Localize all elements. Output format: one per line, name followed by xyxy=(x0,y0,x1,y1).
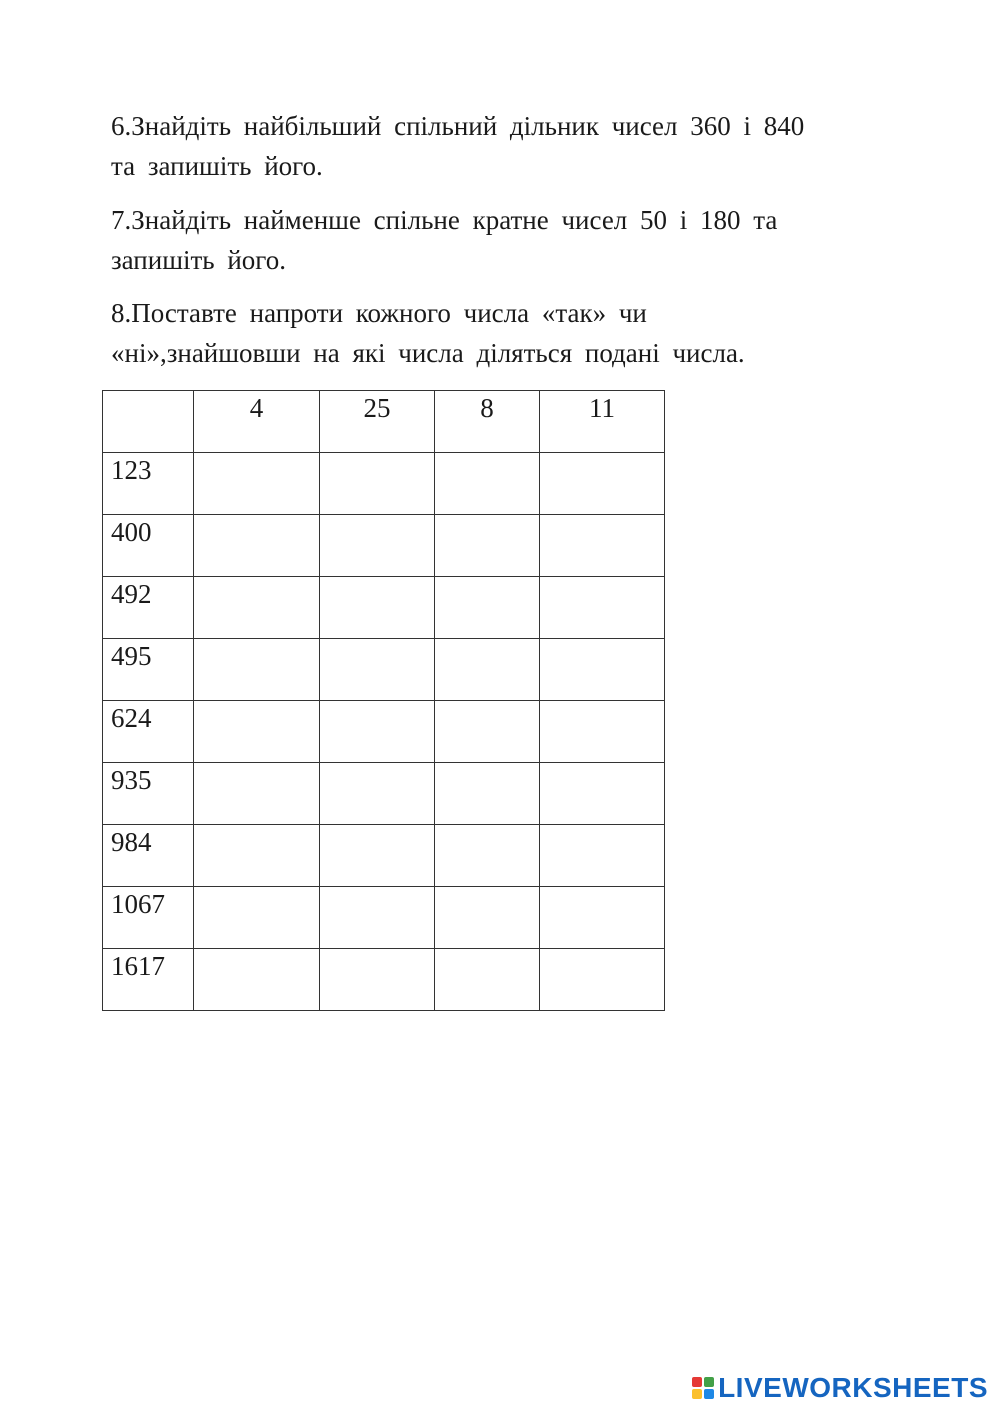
answer-cell[interactable] xyxy=(194,825,320,887)
logo-square-yellow xyxy=(692,1389,702,1399)
table-row xyxy=(103,763,665,825)
answer-cell[interactable] xyxy=(194,515,320,577)
answer-cell[interactable] xyxy=(540,639,665,701)
task-7-line-1: 7.Знайдіть найменше спільне кратне чисел 50 і 180 та xyxy=(111,205,778,235)
answer-cell[interactable] xyxy=(435,515,540,577)
row-label: 984 xyxy=(103,825,194,887)
table-row xyxy=(103,577,665,639)
logo-square-blue xyxy=(704,1389,714,1399)
row-label: 1617 xyxy=(103,949,194,1011)
table-row xyxy=(103,949,665,1011)
task-7 xyxy=(111,200,777,280)
answer-cell[interactable] xyxy=(320,515,435,577)
row-label: 492 xyxy=(103,577,194,639)
answer-cell[interactable] xyxy=(540,577,665,639)
header-row xyxy=(103,391,665,453)
answer-cell[interactable] xyxy=(435,639,540,701)
answer-cell[interactable] xyxy=(435,763,540,825)
header-divisor-25: 25 xyxy=(320,391,435,453)
task-6 xyxy=(111,106,804,186)
task-8 xyxy=(111,293,745,373)
answer-cell[interactable] xyxy=(320,949,435,1011)
task-7-line-2: запишіть його. xyxy=(111,245,286,275)
answer-cell[interactable] xyxy=(540,887,665,949)
brand-name: LIVEWORKSHEETS xyxy=(718,1372,988,1403)
logo-square-red xyxy=(692,1377,702,1387)
answer-cell[interactable] xyxy=(194,577,320,639)
row-label: 495 xyxy=(103,639,194,701)
answer-cell[interactable] xyxy=(320,887,435,949)
answer-cell[interactable] xyxy=(320,453,435,515)
answer-cell[interactable] xyxy=(540,453,665,515)
answer-cell[interactable] xyxy=(194,949,320,1011)
answer-cell[interactable] xyxy=(320,701,435,763)
logo-square-green xyxy=(704,1377,714,1387)
header-divisor-11: 11 xyxy=(540,391,665,453)
row-label: 1067 xyxy=(103,887,194,949)
task-8-line-1: 8.Поставте напроти кожного числа «так» чи xyxy=(111,298,647,328)
answer-cell[interactable] xyxy=(320,639,435,701)
row-label: 123 xyxy=(103,453,194,515)
answer-cell[interactable] xyxy=(435,887,540,949)
liveworksheets-logo-icon xyxy=(692,1377,714,1399)
answer-cell[interactable] xyxy=(435,453,540,515)
task-6-line-1: 6.Знайдіть найбільший спільний дільник чисел 360 і 840 xyxy=(111,111,805,141)
answer-cell[interactable] xyxy=(194,701,320,763)
corner-cell xyxy=(103,391,194,453)
answer-cell[interactable] xyxy=(320,577,435,639)
table-row xyxy=(103,453,665,515)
table-row xyxy=(103,639,665,701)
answer-cell[interactable] xyxy=(540,701,665,763)
liveworksheets-brand xyxy=(692,1372,988,1404)
divisibility-table xyxy=(102,390,665,1011)
answer-cell[interactable] xyxy=(435,577,540,639)
task-6-line-2: та запишіть його. xyxy=(111,151,323,181)
header-divisor-8: 8 xyxy=(435,391,540,453)
row-label: 624 xyxy=(103,701,194,763)
answer-cell[interactable] xyxy=(435,825,540,887)
answer-cell[interactable] xyxy=(194,453,320,515)
answer-cell[interactable] xyxy=(540,949,665,1011)
task-8-line-2: «ні»,знайшовши на які числа діляться подані числа. xyxy=(111,338,745,368)
answer-cell[interactable] xyxy=(320,825,435,887)
row-label: 400 xyxy=(103,515,194,577)
answer-cell[interactable] xyxy=(540,515,665,577)
table-row xyxy=(103,701,665,763)
row-label: 935 xyxy=(103,763,194,825)
answer-cell[interactable] xyxy=(435,701,540,763)
answer-cell[interactable] xyxy=(540,763,665,825)
table-row xyxy=(103,887,665,949)
answer-cell[interactable] xyxy=(194,763,320,825)
answer-cell[interactable] xyxy=(194,639,320,701)
answer-cell[interactable] xyxy=(194,887,320,949)
table-row xyxy=(103,825,665,887)
answer-cell[interactable] xyxy=(540,825,665,887)
answer-cell[interactable] xyxy=(320,763,435,825)
table-row xyxy=(103,515,665,577)
answer-cell[interactable] xyxy=(435,949,540,1011)
header-divisor-4: 4 xyxy=(194,391,320,453)
